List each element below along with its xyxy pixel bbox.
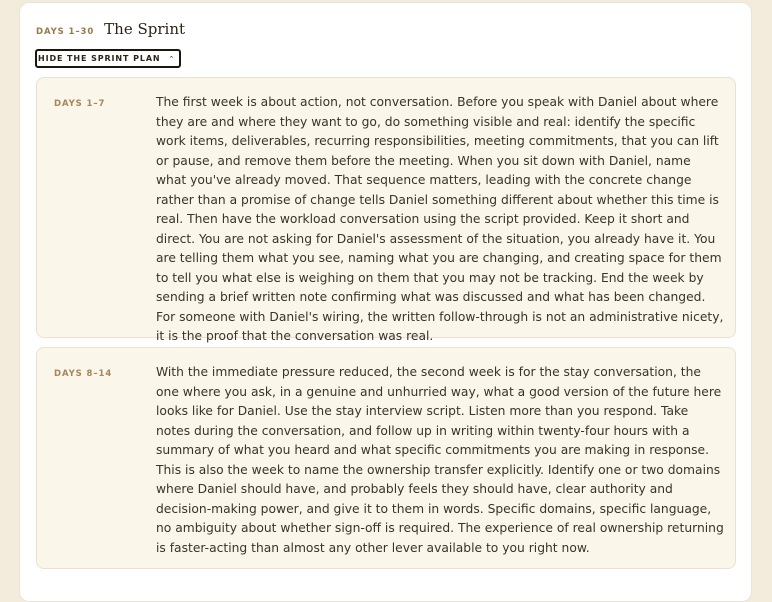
hide-sprint-plan-button[interactable] [35,49,181,68]
phase-panel-days-8-14 [36,347,736,569]
section-title: The Sprint [104,20,186,38]
phase-description: With the immediate pressure reduced, the second week is for the stay conversation, the one where you ask, in a genuine and unhurried way, what a good version of the future here looks like for Daniel. Use the stay interview script. Listen more than you respond. Take notes during the conversation, and follow up in writing within twenty-four hours with a summary of what you heard and what specific commitments you are making in response. This is also the week to name the ownership transfer explicitly. Identify one or two domains where Daniel should have, and probably feels they should have, clear authority and decision-making power, and give it to them in words. Specific domains, specific language, no ambiguity about whether sign-off is required. The experience of real ownership returning is faster-acting than almost any other lever available to you right now. [156,365,724,555]
toggle-button-label: HIDE THE SPRINT PLAN [38,54,161,63]
phase-range-label: DAYS 1–7 [54,99,106,109]
phase-range-label: DAYS 8–14 [54,369,113,379]
section-range-label: DAYS 1–30 [36,27,95,37]
phase-description: The first week is about action, not conversation. Before you speak with Daniel about where they are and where they want to go, do something visible and real: identify the specific work items, deliverables, recurring responsibilities, meeting commitments, that you can lift or pause, and remove them before the meeting. When you sit down with Daniel, name what you've already moved. That sequence matters, leading with the concrete change rather than a promise of change tells Daniel something different about whether this time is real. Then have the workload conversation using the script provided. Keep it short and direct. You are not asking for Daniel's assessment of the situation, you already have it. You are telling them what you see, naming what you are changing, and creating space for them to tell you what else is weighing on them that you may not be tracking. End the week by sending a brief written note confirming what was discussed and what has been changed. For someone with Daniel's wiring, the written follow-through is not an administrative nicety, it is the proof that the conversation was real. [156,95,724,343]
phase-panel-days-1-7 [36,77,736,343]
sprint-plan-card [19,2,752,602]
section-header [36,20,185,38]
chevron-up-icon: ⌃ [168,54,175,63]
